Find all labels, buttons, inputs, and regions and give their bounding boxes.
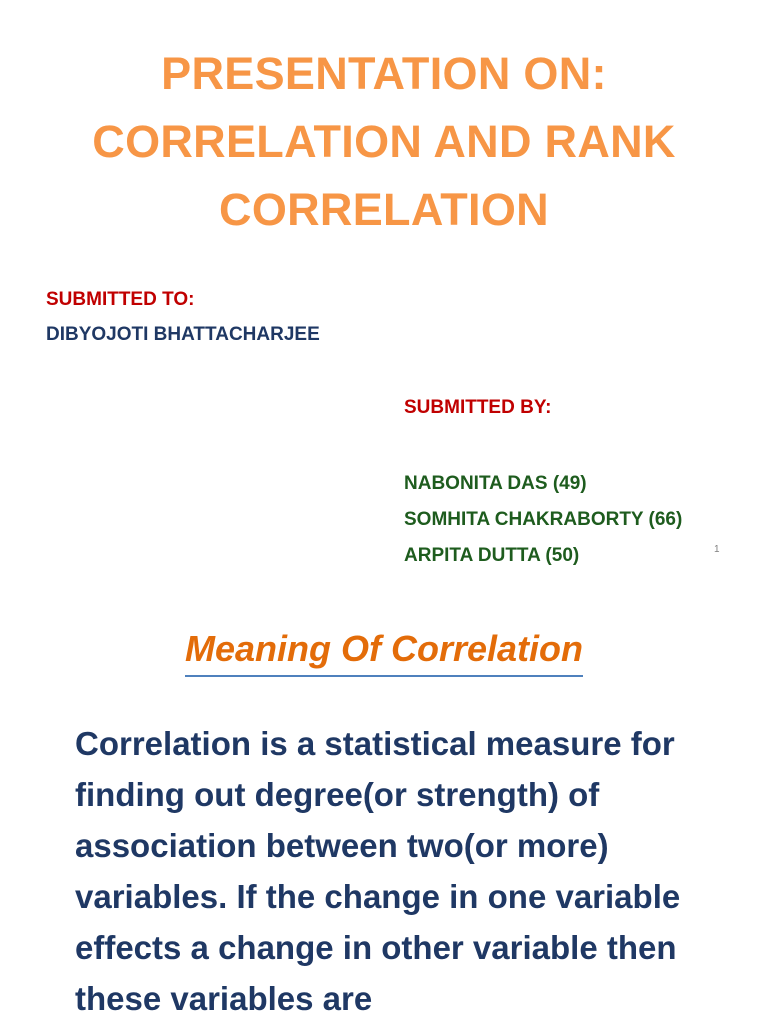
submitted-to-label: SUBMITTED TO: [46,289,195,310]
member-item: ARPITA DUTTA (50) [404,545,580,566]
title-line-2: CORRELATION AND RANK [92,116,676,167]
presentation-title [0,40,768,244]
body-paragraph: Correlation is a statistical measure for finding out degree(or strength) of association between two(or more) variables. If the change in one variable effects a change in other variable then these variables are [75,725,681,1017]
content-slide [0,590,768,1024]
slide-number: 1 [714,544,720,555]
submitted-to-name: DIBYOJOTI BHATTACHARJEE [46,324,320,345]
member-item: SOMHITA CHAKRABORTY (66) [404,509,683,530]
title-line-3: CORRELATION [219,184,549,235]
member-item: NABONITA DAS (49) [404,473,587,494]
section-heading [0,626,768,677]
submitted-by-label: SUBMITTED BY: [404,397,552,418]
member-list [404,466,682,574]
section-heading-text: Meaning Of Correlation [185,626,583,677]
title-line-1: PRESENTATION ON: [161,48,607,99]
